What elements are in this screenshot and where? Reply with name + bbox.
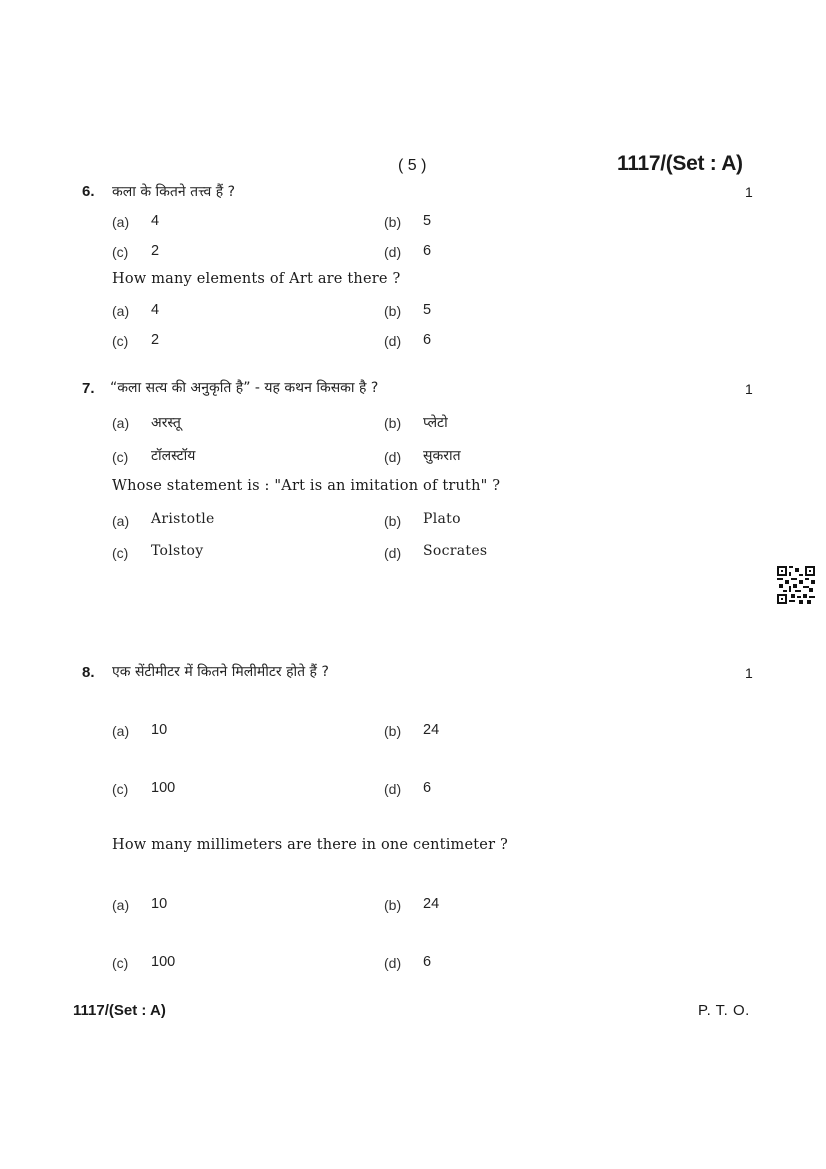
- option-label: (b): [384, 214, 402, 230]
- option-value: 6: [423, 243, 432, 259]
- option-value: 5: [423, 302, 432, 318]
- option-label: (c): [112, 545, 129, 561]
- option-label: (d): [384, 955, 402, 971]
- option-label: (c): [112, 955, 129, 971]
- question-marks: 1: [745, 381, 753, 397]
- option-label: (d): [384, 333, 402, 349]
- paper-code-footer: 1117/(Set : A): [73, 1002, 166, 1019]
- option-value: 24: [423, 896, 440, 912]
- option-value: 4: [151, 302, 160, 318]
- option-value: Socrates: [423, 543, 488, 559]
- option-value: 6: [423, 954, 432, 970]
- option-value: 5: [423, 213, 432, 229]
- option-value: 4: [151, 213, 160, 229]
- question-number: 8.: [82, 664, 95, 681]
- option-label: (a): [112, 513, 130, 529]
- option-value: 6: [423, 780, 432, 796]
- option-value: सुकरात: [423, 448, 461, 464]
- option-value: 6: [423, 332, 432, 348]
- question-text-english: How many elements of Art are there ?: [112, 271, 401, 287]
- option-label: (b): [384, 513, 402, 529]
- option-value: 2: [151, 243, 160, 259]
- option-value: 100: [151, 954, 176, 970]
- option-label: (c): [112, 333, 129, 349]
- option-value: 24: [423, 722, 440, 738]
- option-value: 100: [151, 780, 176, 796]
- option-label: (a): [112, 415, 130, 431]
- question-text-hindi: “कला सत्य की अनुकृति है” - यह कथन किसका है ?: [110, 380, 379, 396]
- option-label: (b): [384, 415, 402, 431]
- option-value: Tolstoy: [151, 543, 204, 559]
- option-label: (d): [384, 545, 402, 561]
- option-label: (d): [384, 449, 402, 465]
- option-value: 10: [151, 722, 168, 738]
- question-number: 7.: [82, 380, 95, 397]
- question-marks: 1: [745, 665, 753, 681]
- option-label: (c): [112, 244, 129, 260]
- option-label: (c): [112, 781, 129, 797]
- option-label: (b): [384, 723, 402, 739]
- option-label: (a): [112, 897, 130, 913]
- option-value: Plato: [423, 511, 461, 527]
- option-label: (d): [384, 244, 402, 260]
- qr-code-icon: [777, 566, 815, 604]
- option-value: अरस्तू: [151, 415, 181, 431]
- question-text-hindi: एक सेंटीमीटर में कितने मिलीमीटर होते हैं ?: [112, 664, 329, 680]
- option-value: प्लेटो: [423, 415, 448, 431]
- option-label: (b): [384, 303, 402, 319]
- option-label: (b): [384, 897, 402, 913]
- option-label: (c): [112, 449, 129, 465]
- option-label: (a): [112, 723, 130, 739]
- page-number: ( 5 ): [398, 157, 427, 174]
- option-label: (d): [384, 781, 402, 797]
- question-text-hindi: कला के कितने तत्त्व हैं ?: [112, 184, 236, 200]
- question-text-english: How many millimeters are there in one centimeter ?: [112, 837, 508, 853]
- option-label: (a): [112, 303, 130, 319]
- question-marks: 1: [745, 184, 753, 200]
- option-label: (a): [112, 214, 130, 230]
- option-value: टॉलस्टॉय: [151, 448, 196, 464]
- please-turn-over: P. T. O.: [698, 1002, 750, 1019]
- option-value: 2: [151, 332, 160, 348]
- option-value: Aristotle: [151, 511, 215, 527]
- option-value: 10: [151, 896, 168, 912]
- question-number: 6.: [82, 183, 95, 200]
- question-text-english: Whose statement is : "Art is an imitation of truth" ?: [112, 478, 501, 494]
- paper-code-header: 1117/(Set : A): [617, 152, 743, 175]
